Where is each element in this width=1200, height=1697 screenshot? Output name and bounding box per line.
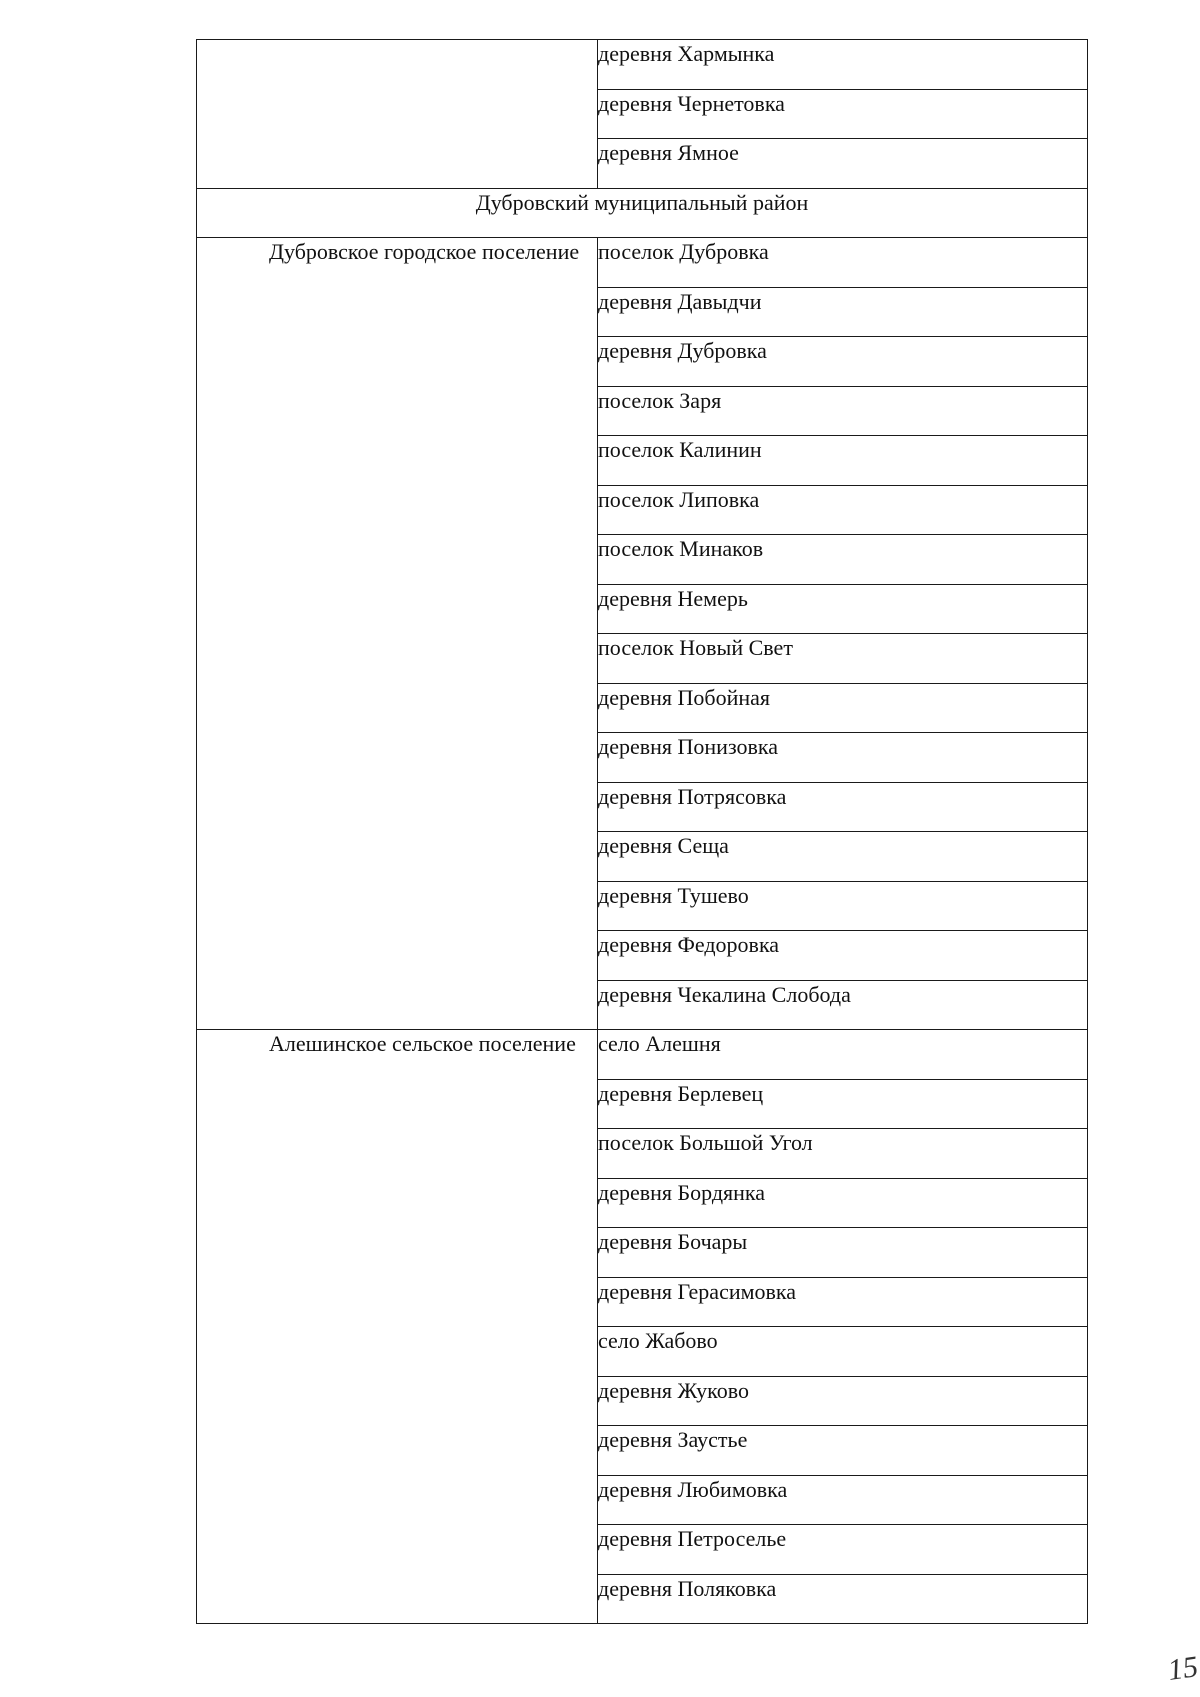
locality-cell: деревня Берлевец [598, 1079, 1088, 1129]
page-number: 15 [1165, 1650, 1200, 1687]
locality-cell: деревня Бордянка [598, 1178, 1088, 1228]
table-row [197, 40, 1088, 90]
locality-cell: деревня Федоровка [598, 931, 1088, 981]
locality-cell: деревня Тушево [598, 881, 1088, 931]
settlements-table-body [197, 40, 1088, 1624]
locality-cell: деревня Давыдчи [598, 287, 1088, 337]
locality-cell: деревня Немерь [598, 584, 1088, 634]
table-row [197, 1030, 1088, 1080]
locality-cell: поселок Липовка [598, 485, 1088, 535]
table-row [197, 238, 1088, 288]
locality-cell: поселок Большой Угол [598, 1129, 1088, 1179]
settlement-cell-continued [197, 40, 598, 189]
district-header: Дубровский муниципальный район [197, 188, 1088, 238]
settlement-cell [197, 238, 598, 1030]
locality-cell: деревня Ямное [598, 139, 1088, 189]
district-header-row [197, 188, 1088, 238]
locality-cell: деревня Любимовка [598, 1475, 1088, 1525]
locality-cell: село Жабово [598, 1327, 1088, 1377]
locality-cell: деревня Герасимовка [598, 1277, 1088, 1327]
locality-cell: деревня Хармынка [598, 40, 1088, 90]
locality-cell: деревня Чернетовка [598, 89, 1088, 139]
locality-cell: деревня Дубровка [598, 337, 1088, 387]
locality-cell: деревня Жуково [598, 1376, 1088, 1426]
locality-cell: деревня Петроселье [598, 1525, 1088, 1575]
locality-cell: деревня Сеща [598, 832, 1088, 882]
locality-cell: поселок Калинин [598, 436, 1088, 486]
settlement-name: Дубровское городское поселение [269, 239, 580, 264]
locality-cell: деревня Потрясовка [598, 782, 1088, 832]
locality-cell: деревня Понизовка [598, 733, 1088, 783]
locality-cell: деревня Поляковка [598, 1574, 1088, 1624]
locality-cell: деревня Чекалина Слобода [598, 980, 1088, 1030]
locality-cell: село Алешня [598, 1030, 1088, 1080]
settlements-table [196, 39, 1088, 1624]
locality-cell: деревня Бочары [598, 1228, 1088, 1278]
locality-cell: деревня Заустье [598, 1426, 1088, 1476]
locality-cell: поселок Дубровка [598, 238, 1088, 288]
locality-cell: поселок Новый Свет [598, 634, 1088, 684]
locality-cell: поселок Минаков [598, 535, 1088, 585]
locality-cell: деревня Побойная [598, 683, 1088, 733]
settlement-cell [197, 1030, 598, 1624]
locality-cell: поселок Заря [598, 386, 1088, 436]
settlement-name: Алешинское сельское поселение [269, 1031, 576, 1056]
